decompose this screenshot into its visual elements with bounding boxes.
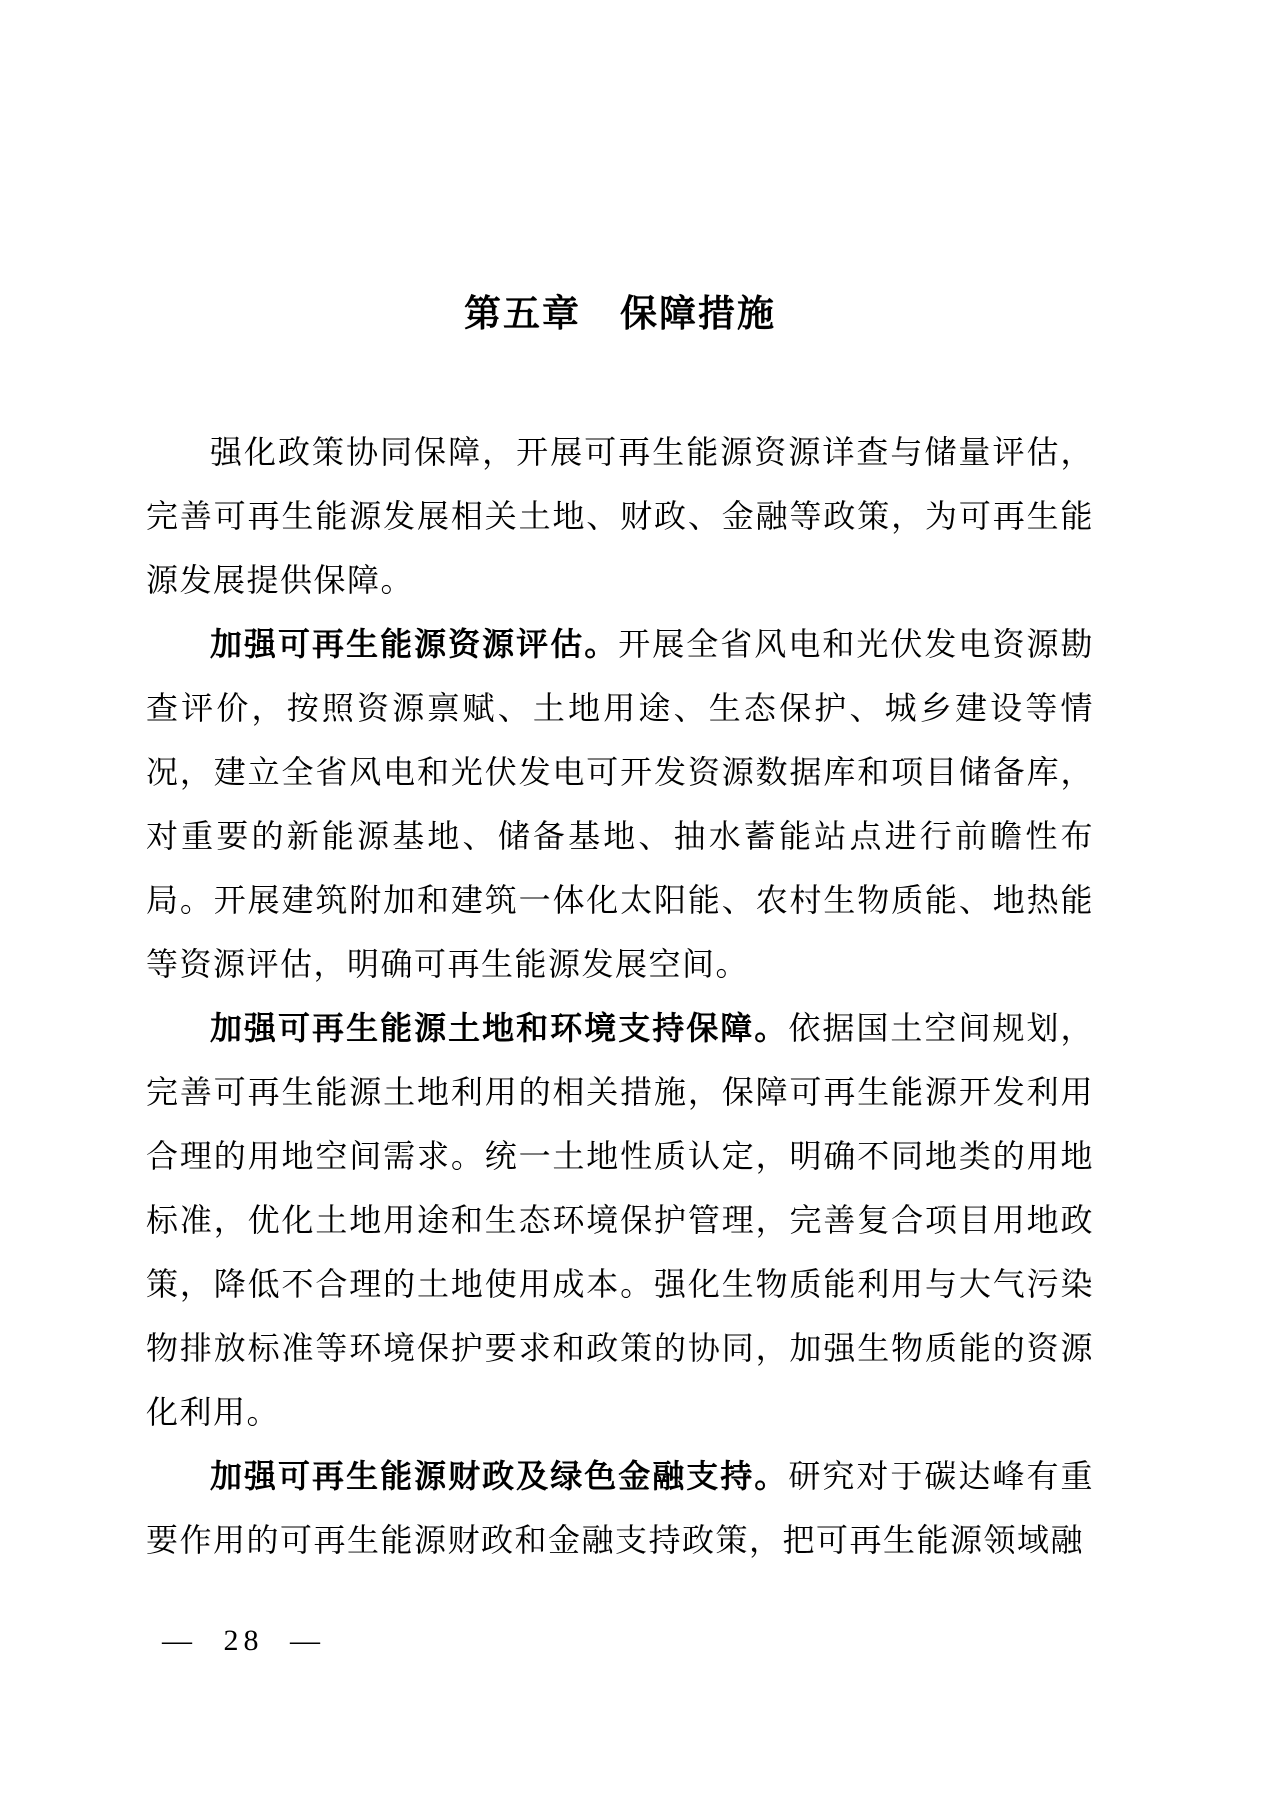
paragraph-4 (146, 1444, 1094, 1572)
paragraph-4-lead: 加强可再生能源财政及绿色金融支持。 (210, 1458, 789, 1494)
paragraph-4-text: 研究对于碳达峰有重要作用的可再生能源财政和金融支持政策，把可再生能源领域融 (146, 1458, 1094, 1558)
paragraph-3 (146, 996, 1094, 1444)
page-footer (162, 1624, 325, 1658)
paragraph-2-text: 开展全省风电和光伏发电资源勘查评价，按照资源禀赋、土地用途、生态保护、城乡建设等情况，建立全省风电和光伏发电可开发资源数据库和项目储备库，对重要的新能源基地、储备基地、抽水蓄能站点进行前瞻性布局。开展建筑附加和建筑一体化太阳能、农村生物质能、地热能等资源评估，明确可再生能源发展空间。 (146, 626, 1094, 982)
paragraph-3-lead: 加强可再生能源土地和环境支持保障。 (210, 1010, 789, 1046)
document-body (146, 420, 1094, 1572)
chapter-title: 第五章 保障措施 (464, 293, 776, 334)
paragraph-1 (146, 420, 1094, 612)
paragraph-3-text: 依据国土空间规划，完善可再生能源土地利用的相关措施，保障可再生能源开发利用合理的用地空间需求。统一土地性质认定，明确不同地类的用地标准，优化土地用途和生态环境保护管理，完善复合项目用地政策，降低不合理的土地使用成本。强化生物质能利用与大气污染物排放标准等环境保护要求和政策的协同，加强生物质能的资源化利用。 (146, 1010, 1094, 1430)
paragraph-1-text: 强化政策协同保障，开展可再生能源资源详查与储量评估，完善可再生能源发展相关土地、财政、金融等政策，为可再生能源发展提供保障。 (146, 434, 1094, 598)
paragraph-2-lead: 加强可再生能源资源评估。 (210, 626, 619, 662)
page-number: — 28 — (162, 1624, 325, 1657)
paragraph-2 (146, 612, 1094, 996)
